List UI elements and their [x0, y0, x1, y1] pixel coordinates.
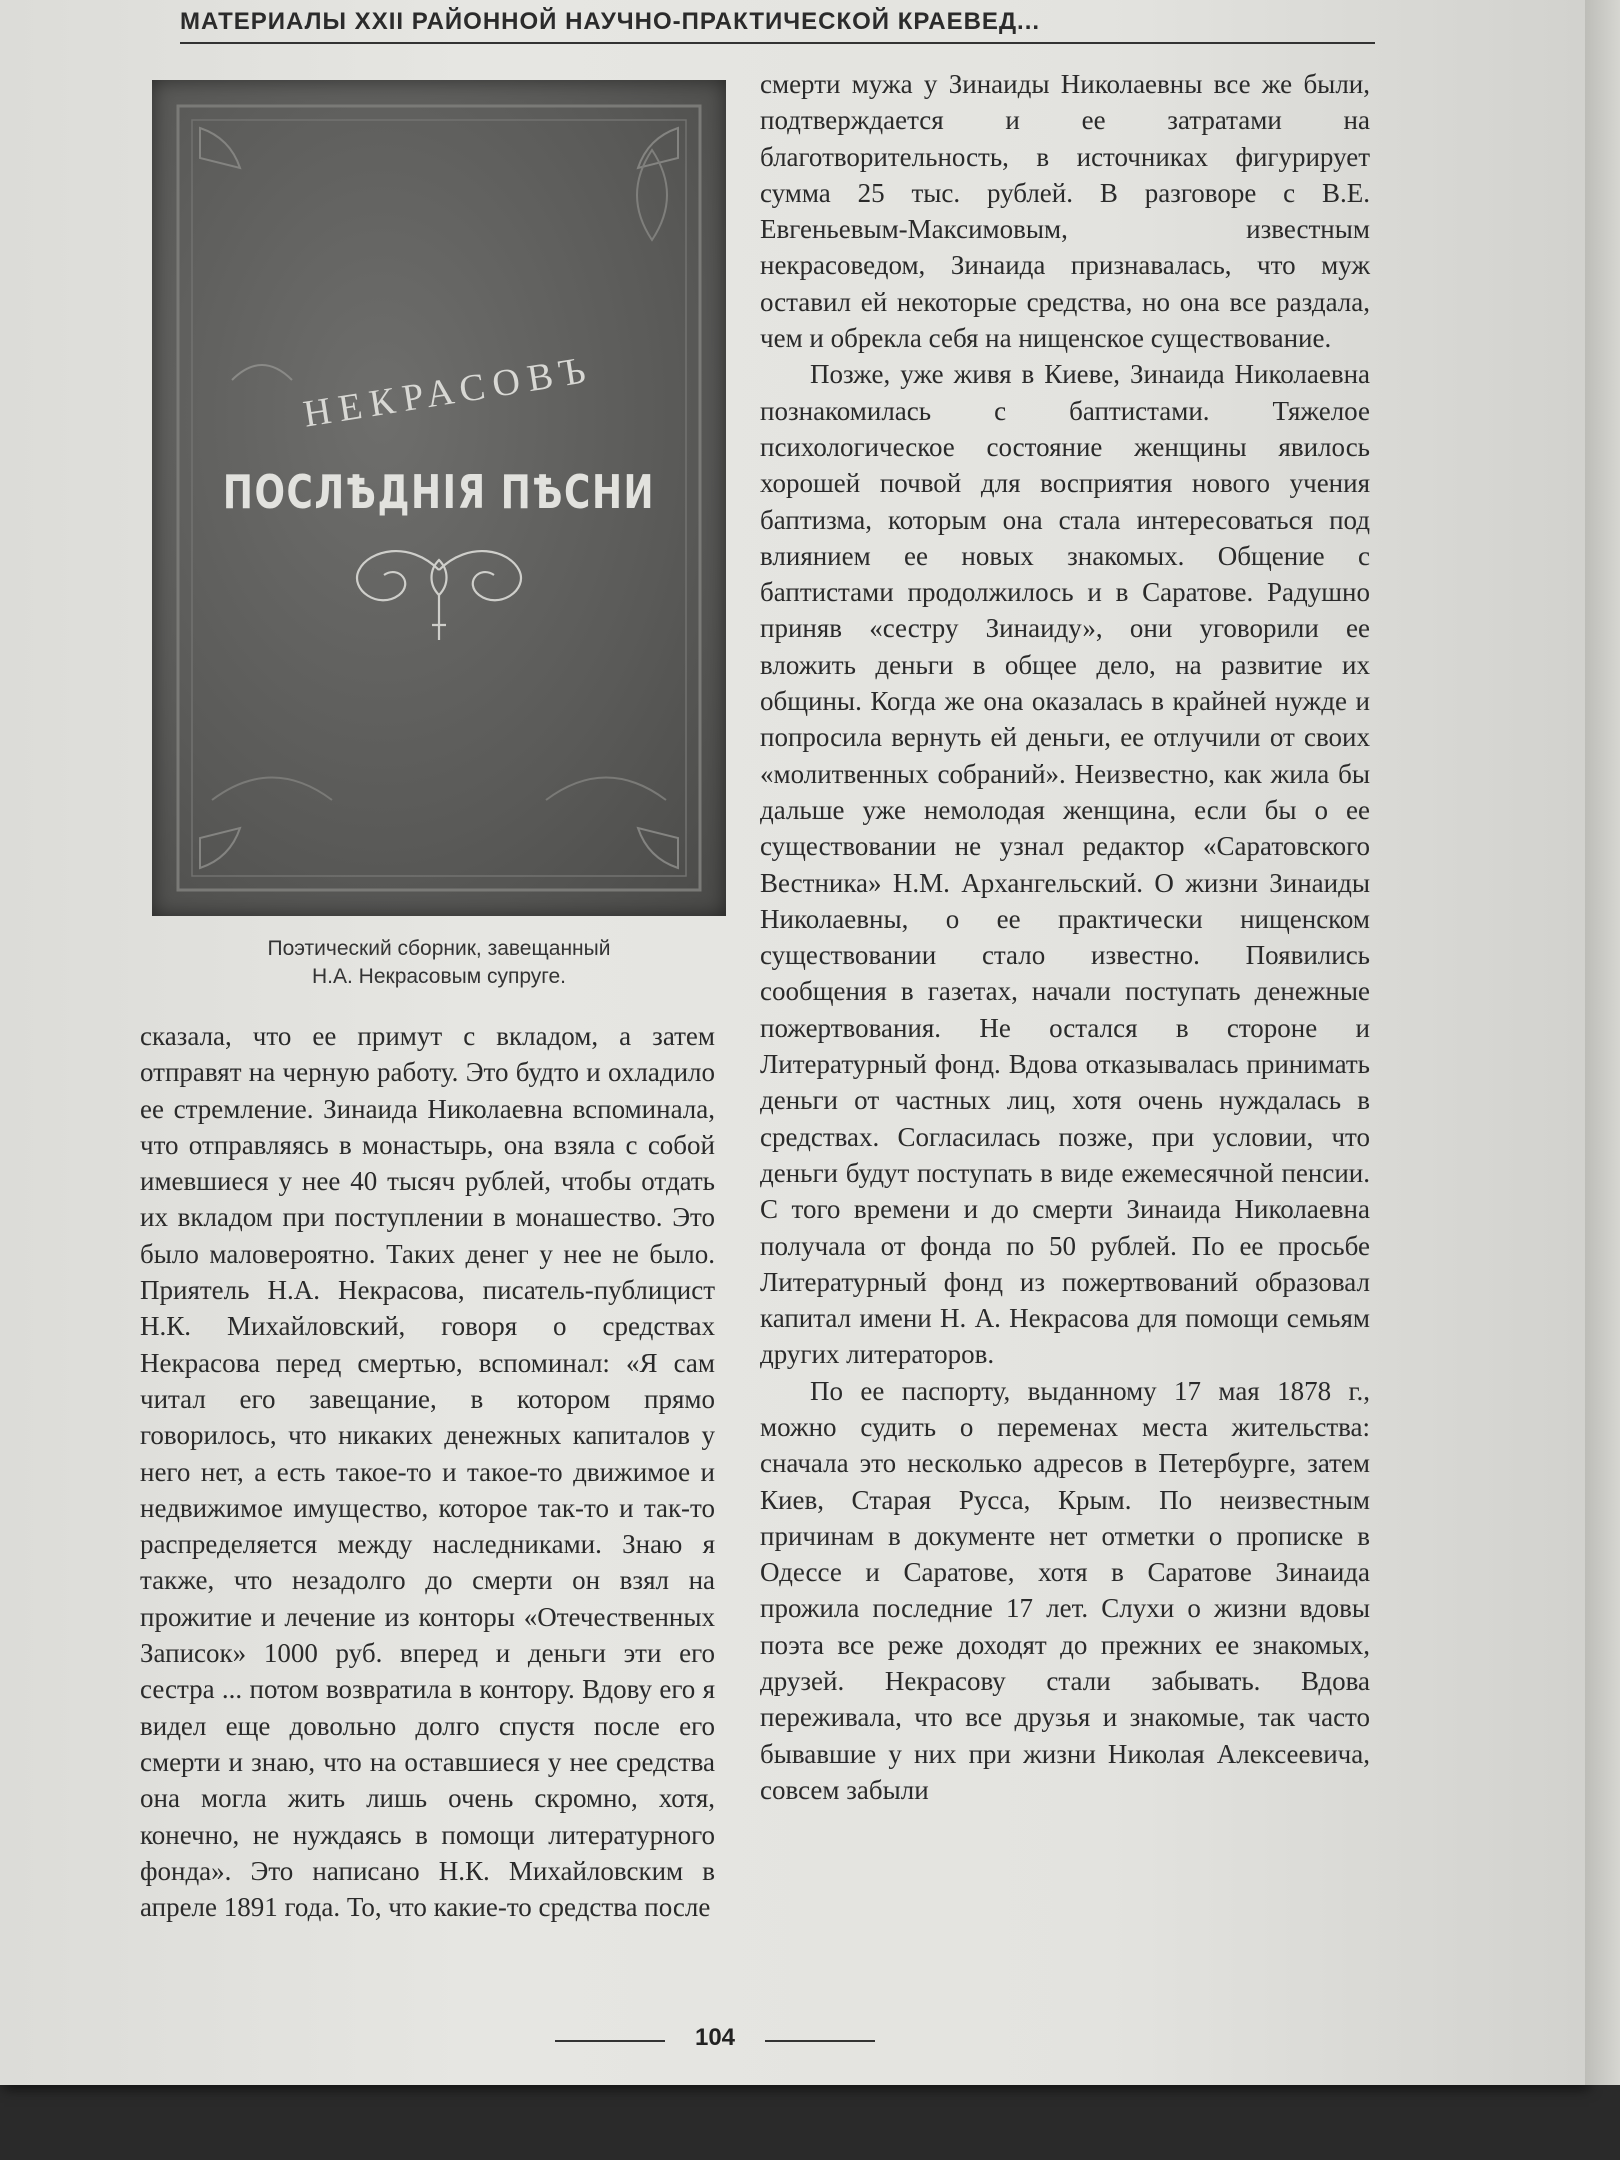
- book-cover-image: [152, 80, 726, 916]
- paragraph: смерти мужа у Зинаиды Николаевны все же были, подтверждается и ее затратами на благотворительность, в источниках фигурирует сумма 25 тыс. рублей. В разговоре с В.Е. Евгеньевым-Максимовым, известным некрасоведом, Зинаида признавалась, что муж оставил ей некоторые средства, но она все раздала, чем и обрекла себя на нищенское существование.: [760, 69, 1370, 354]
- page-number: 104: [694, 2024, 736, 2051]
- running-header: [180, 0, 1375, 44]
- page-footer: [555, 2022, 875, 2062]
- cover-flourish: [357, 551, 521, 640]
- page-edge: [1585, 0, 1620, 2085]
- cover-author: НЕКРАСОВЪ: [300, 348, 597, 436]
- footer-rule-right: [765, 2040, 875, 2042]
- paragraph: По ее паспорту, выданному 17 мая 1878 г., можно судить о переменах места жительства: сначала это несколько адресов в Петербурге, затем Киев, Старая Русса, Крым. По неизвестным причинам в документе нет отметки о прописке в Одессе и Саратове, хотя в Саратове Зинаида прожила последние 17 лет. Слухи о жизни вдовы поэта все реже доходят до прежних ее знакомых, друзей. Некрасову стали забывать. Вдова переживала, что все друзья и знакомые, так часто бывавшие у них при жизни Николая Алексеевича, совсем забыли: [760, 1375, 1370, 1805]
- paragraph: сказала, что ее примут с вкладом, а затем отправят на черную работу. Это будто и охладило ее стремление. Зинаида Николаевна вспоминала, что отправляясь в монастырь, она взяла с собой имевшиеся у нее 40 тысяч рублей, чтобы отдать их вкладом при поступлении в монашество. Это было маловероятно. Таких денег у нее не было. Приятель Н.А. Некрасова, писатель-публицист Н.К. Михайловский, говоря о средствах Некрасова перед смертью, вспоминал: «Я сам читал его завещание, в котором прямо говорилось, что никаких денежных капиталов у него нет, а есть такое-то и такое-то движимое и недвижимое имущество, которое так-то и так-то распределяется между наследниками. Знаю я также, что незадолго до смерти он взял на прожитие и лечение из конторы «Отечественных Записок» 1000 руб. вперед и деньги эти его сестра ... потом возвратила в контору. Вдову его я видел еще довольно долго спустя после его смерти и знаю, что на оставшиеся у нее средства она могла жить лишь очень скромно, хотя, конечно, не нуждаясь в помощи литературного фонда». Это написано Н.К. Михайловским в апреле 1891 года. То, что какие-то средства после: [140, 1021, 715, 1923]
- left-text-column: [140, 1018, 715, 1925]
- cover-title: ПОСЛѢДНІЯ ПѢСНИ: [222, 465, 656, 519]
- paragraph: Позже, уже живя в Киеве, Зинаида Николаевна познакомилась с баптистами. Тяжелое психологическое состояние женщины явилось хорошей почвой для восприятия нового учения баптизма, которым она стала интересоваться под влиянием ее новых знакомых. Общение с баптистами продолжилось и в Саратове. Радушно приняв «сестру Зинаиду», они уговорили ее вложить деньги в общее дело, на развитие их общины. Когда же она оказалась в крайней нужде и попросила вернуть ей деньги, ее отлучили от своих «молитвенных собраний». Неизвестно, как жила бы дальше уже немолодая женщина, если бы о ее существовании не узнал редактор «Саратовского Вестника» Н.М. Архангельский. О жизни Зинаиды Николаевны, о ее практически нищенском существовании стало известно. Появились сообщения в газетах, начали поступать денежные пожертвования. Не остался в стороне и Литературный фонд. Вдова отказывалась принимать деньги от частных лиц, хотя очень нуждалась в средствах. Согласилась позже, при условии, что деньги будут поступать в виде ежемесячной пенсии. С того времени и до смерти Зинаида Николаевна получала от фонда по 50 рублей. По ее просьбе Литературный фонд из пожертвований образовал капитал имени Н. А. Некрасова для помощи семьям других литераторов.: [760, 359, 1370, 1370]
- caption-line-2: Н.А. Некрасовым супруге.: [311, 965, 567, 988]
- header-title: МАТЕРИАЛЫ XXII РАЙОННОЙ НАУЧНО-ПРАКТИЧЕСКОЙ КРАЕВЕД...: [180, 8, 1041, 35]
- caption-line-1: Поэтический сборник, завещанный: [267, 937, 611, 960]
- figure-caption: [152, 935, 726, 991]
- right-text-column: [760, 66, 1370, 1808]
